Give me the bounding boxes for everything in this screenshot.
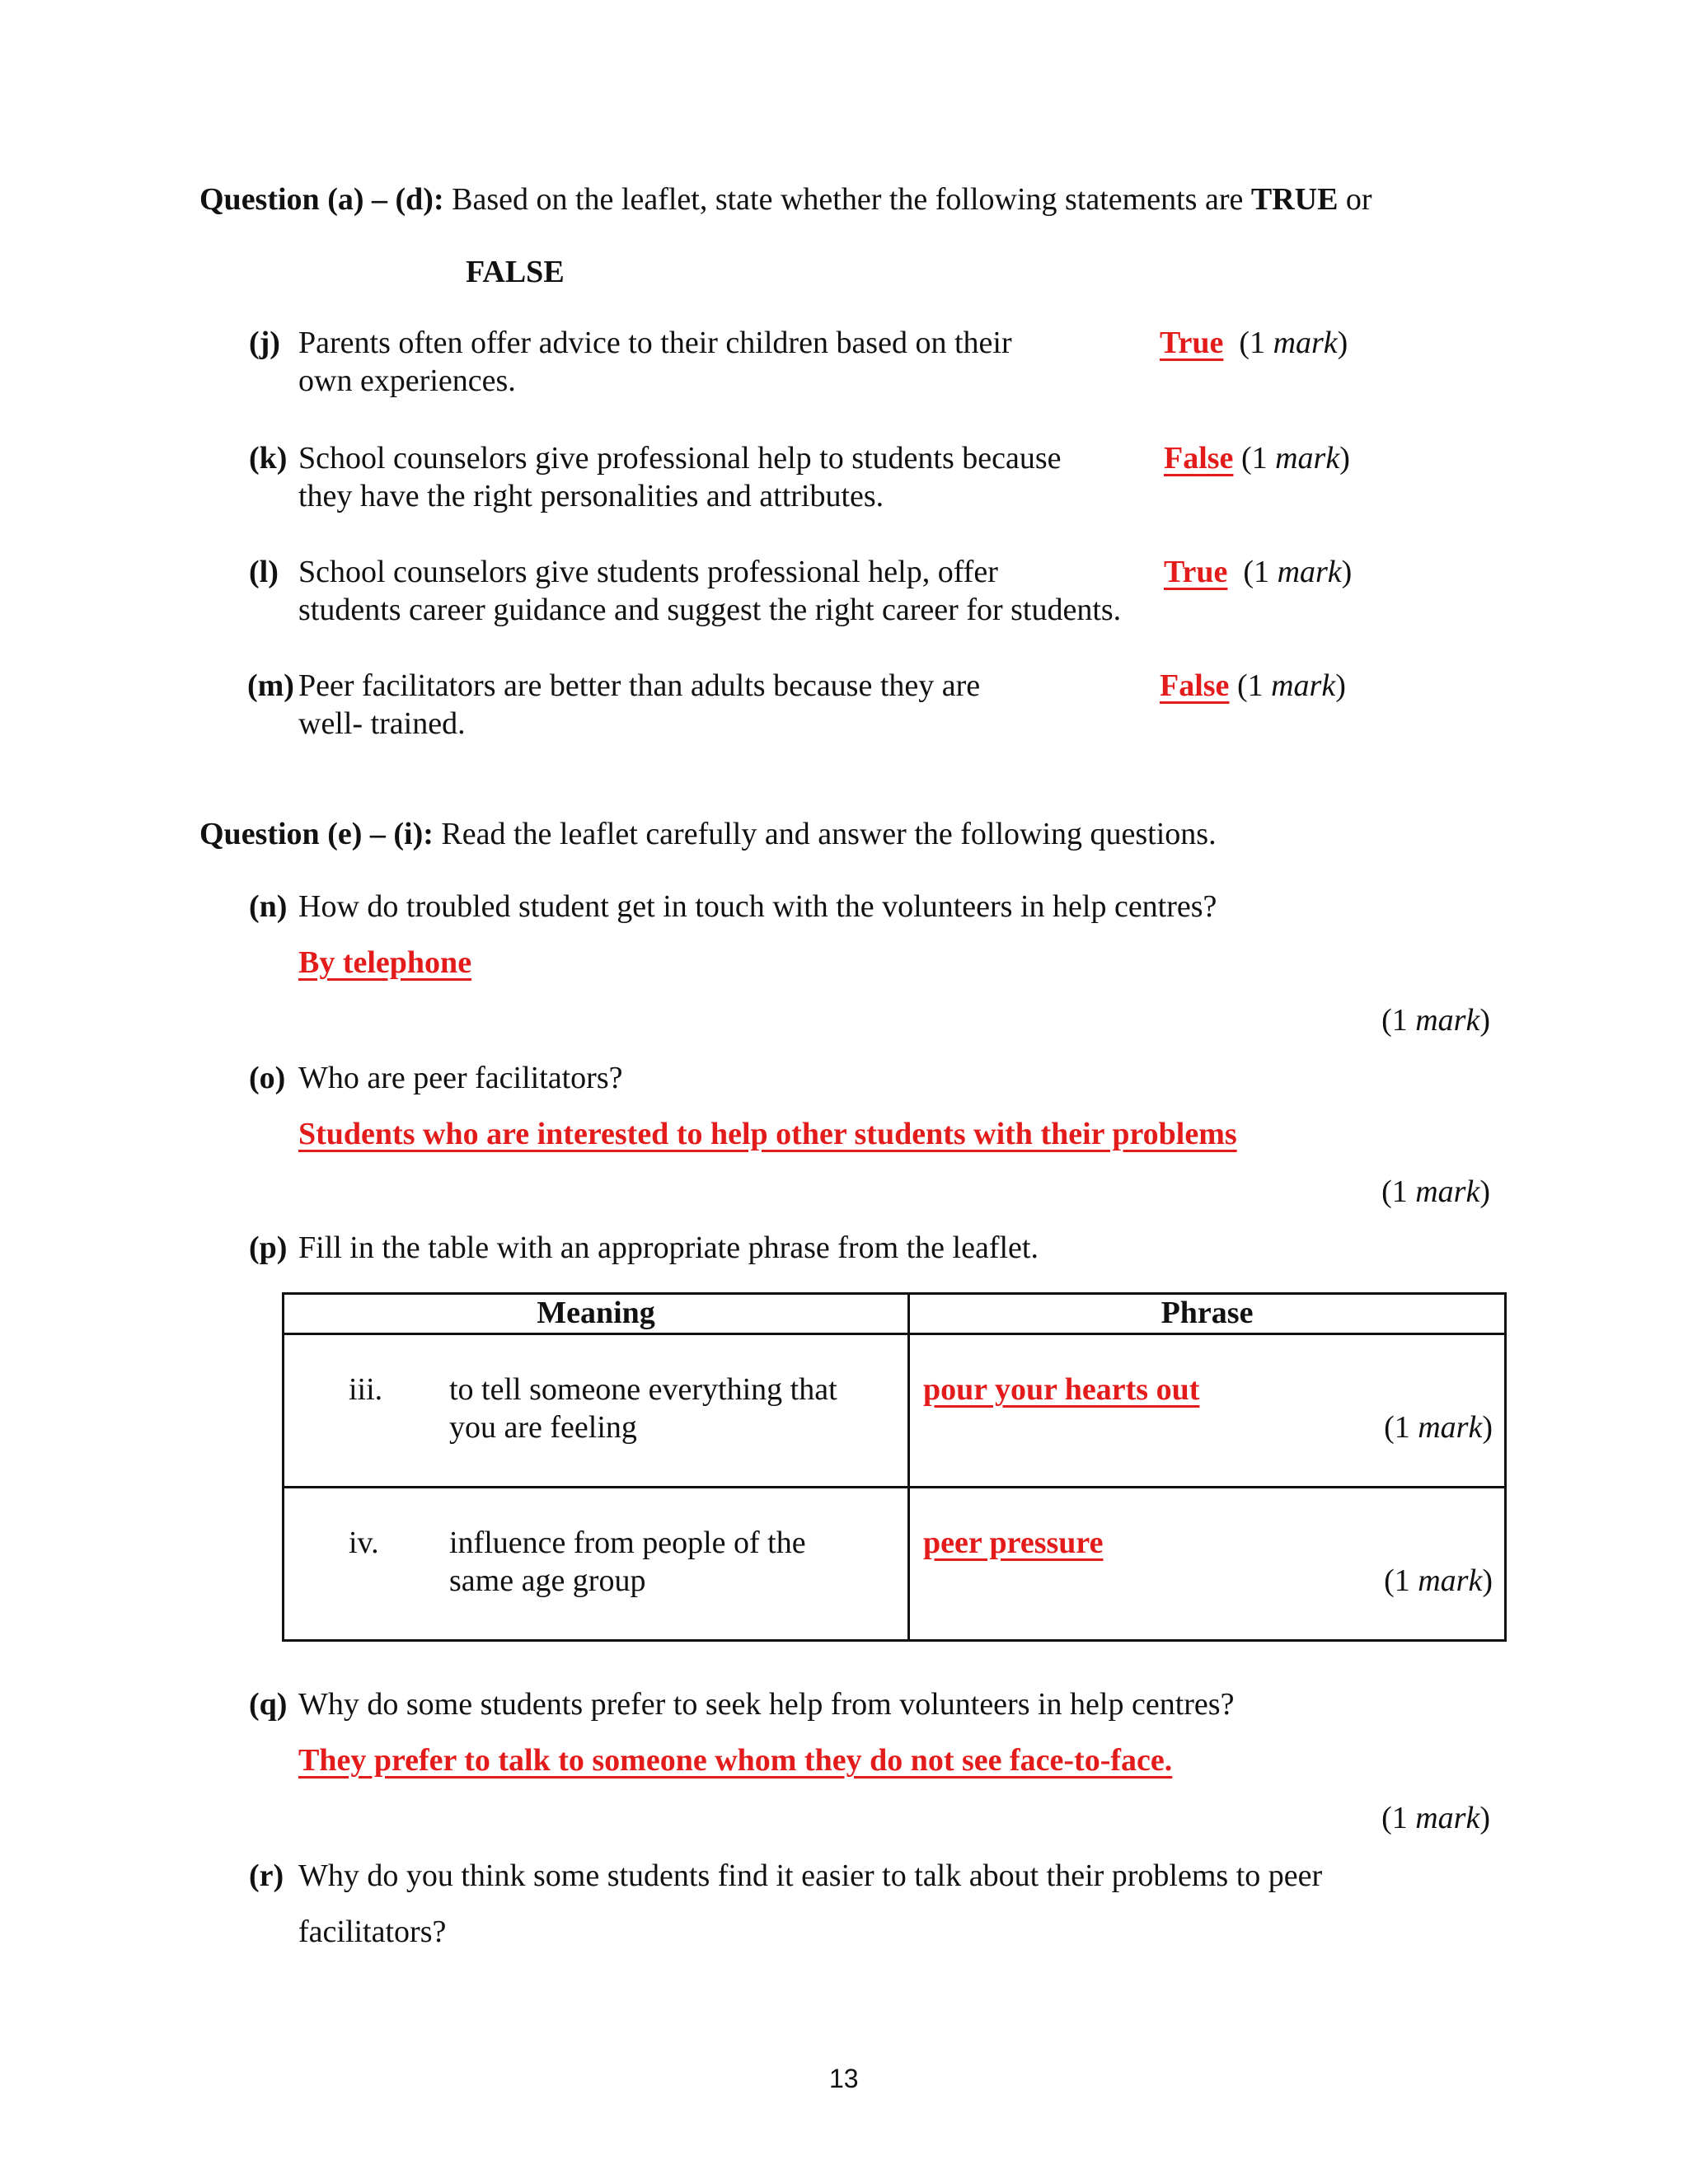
instruction-text: Read the leaflet carefully and answer the following questions. xyxy=(433,817,1217,851)
question-text-line2: facilitators? xyxy=(298,1915,447,1949)
meaning-cell xyxy=(284,1334,909,1488)
question-text: Who are peer facilitators? xyxy=(298,1061,623,1095)
phrase-table xyxy=(282,1292,1507,1642)
answer-text: They prefer to talk to someone whom they do not see face-to-face. xyxy=(298,1743,1173,1778)
meaning-line1: to tell someone everything that xyxy=(449,1372,837,1407)
item-answer-mark: True (1 mark) xyxy=(1164,555,1353,589)
phrase-answer: peer pressure xyxy=(923,1526,1104,1560)
item-answer-mark: False (1 mark) xyxy=(1160,668,1346,703)
item-letter: (m) xyxy=(247,668,294,703)
item-text-line1: Parents often offer advice to their children based on their xyxy=(298,326,1012,360)
false-word: FALSE xyxy=(466,255,565,289)
question-letter: (r) xyxy=(249,1858,284,1893)
answer-true: True xyxy=(1160,326,1224,360)
true-word: TRUE xyxy=(1250,182,1339,217)
question-a-d-instruction xyxy=(199,181,1372,218)
item-text-line1: School counselors give students professional help, offer xyxy=(298,555,998,589)
question-text: How do troubled student get in touch with the volunteers in help centres? xyxy=(298,889,1217,924)
item-text-line1: Peer facilitators are better than adults because they are xyxy=(298,668,981,703)
meaning-line1: influence from people of the xyxy=(449,1526,806,1560)
item-letter: (j) xyxy=(249,326,280,360)
question-text: Why do some students prefer to seek help from volunteers in help centres? xyxy=(298,1687,1235,1722)
table-row xyxy=(284,1488,1506,1641)
instruction-text-end: or xyxy=(1338,182,1372,217)
item-text-line2: students career guidance and suggest the right career for students. xyxy=(298,593,1122,627)
answer-false: False xyxy=(1160,668,1230,703)
question-letter: (o) xyxy=(249,1061,286,1095)
mark-label: (1 mark) xyxy=(1384,1410,1493,1445)
item-answer-mark: False (1 mark) xyxy=(1164,441,1350,476)
meaning-line2: same age group xyxy=(449,1563,646,1598)
header-meaning: Meaning xyxy=(284,1294,909,1334)
meaning-line2: you are feeling xyxy=(449,1410,637,1445)
mark-label: (1 mark) xyxy=(1381,1174,1490,1209)
question-text-line1: Why do you think some students find it easier to talk about their problems to peer xyxy=(298,1858,1323,1893)
meaning-cell xyxy=(284,1488,909,1641)
phrase-answer: pour your hearts out xyxy=(923,1372,1200,1407)
table-header-row xyxy=(284,1294,1506,1334)
answer-false: False xyxy=(1164,441,1234,476)
question-text: Fill in the table with an appropriate phrase from the leaflet. xyxy=(298,1230,1039,1265)
item-letter: (k) xyxy=(249,441,288,476)
phrase-cell xyxy=(909,1334,1506,1488)
header-phrase: Phrase xyxy=(909,1294,1506,1334)
item-text-line1: School counselors give professional help to students because xyxy=(298,441,1062,476)
row-number: iii. xyxy=(349,1372,383,1407)
question-a-d-label: Question (a) – (d): xyxy=(199,182,444,217)
item-letter: (l) xyxy=(249,555,279,589)
question-e-i-label: Question (e) – (i): xyxy=(199,817,434,851)
row-number: iv. xyxy=(349,1526,379,1560)
item-answer-mark: True (1 mark) xyxy=(1160,326,1348,360)
item-text-line2: they have the right personalities and attributes. xyxy=(298,479,884,513)
page-number: 13 xyxy=(829,2064,859,2093)
instruction-text: Based on the leaflet, state whether the following statements are xyxy=(443,182,1251,217)
mark-label: (1 mark) xyxy=(1381,1801,1490,1835)
question-letter: (n) xyxy=(249,889,288,924)
item-text-line2: well- trained. xyxy=(298,706,466,741)
table-row xyxy=(284,1334,1506,1488)
answer-true: True xyxy=(1164,555,1228,589)
answer-text: Students who are interested to help other students with their problems xyxy=(298,1117,1237,1151)
question-letter: (q) xyxy=(249,1687,288,1722)
question-e-i-instruction xyxy=(199,816,1217,852)
mark-label: (1 mark) xyxy=(1384,1563,1493,1598)
item-text-line2: own experiences. xyxy=(298,363,516,398)
answer-text: By telephone xyxy=(298,945,472,980)
phrase-cell xyxy=(909,1488,1506,1641)
question-letter: (p) xyxy=(249,1230,288,1265)
mark-label: (1 mark) xyxy=(1381,1003,1490,1038)
